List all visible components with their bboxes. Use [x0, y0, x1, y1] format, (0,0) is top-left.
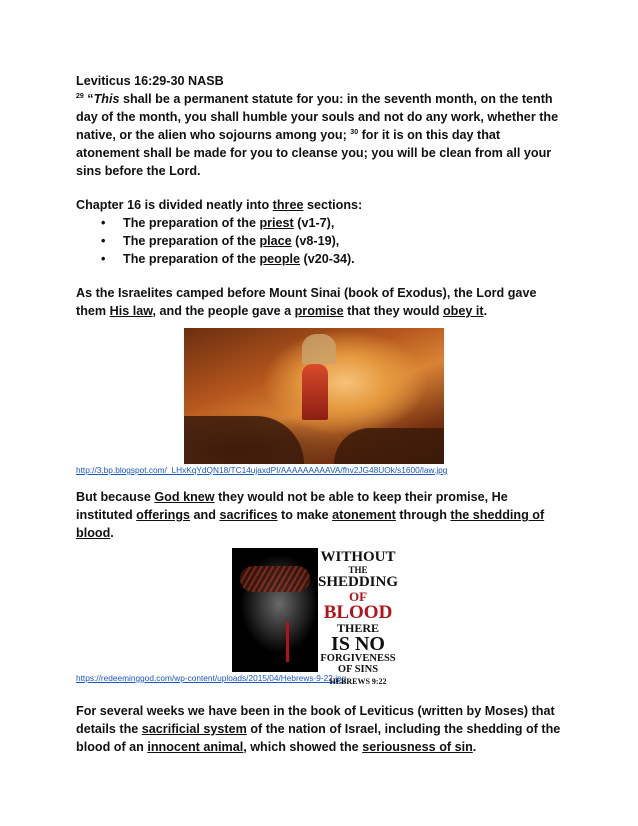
blood-drip-shape [286, 622, 289, 662]
scripture-text: $^{29}$ “This shall be a permanent statute for you: in the seventh month, on the tenth day of the month, you shall humble your souls and not do any work, whether the native, or the alien who sojourns among you; $^{30}$ for it is on this day that atonement shall be made for you to cleanse you; you will be clean from all your sins before the Lord. [76, 92, 559, 178]
source-link-2[interactable]: https://redeeminggod.com/wp-content/uploads/2015/04/Hebrews-9-22.jpg [76, 673, 347, 683]
list-item: • The preparation of the priest (v1-7), [101, 214, 566, 232]
sections-list [76, 214, 566, 268]
paragraph-leviticus: For several weeks we have been in the book of Leviticus (written by Moses) that details the sacrificial system of the nation of Israel, including the shedding of the blood of an innocent animal, which showed the seriousness of sin. [76, 704, 561, 754]
verse-number-29: 29 [76, 92, 84, 100]
chapter-intro: Chapter 16 is divided neatly into three sections: [76, 198, 363, 212]
verse-number-30: 30 [350, 128, 359, 136]
document-page [76, 72, 566, 756]
tablets-shape [302, 334, 336, 364]
list-item: • The preparation of the place (v8-19), [101, 232, 566, 250]
paragraph-sinai: As the Israelites camped before Mount Sinai (book of Exodus), the Lord gave them His law, and the people gave a promise that they would obey it. [76, 286, 537, 318]
list-item: • The preparation of the people (v20-34). [101, 250, 566, 268]
image-text: WITHOUT THE SHEDDING OF BLOOD THERE IS NO FORGIVENESS OF SINS HEBREWS 9:22 [317, 549, 399, 686]
crown-of-thorns-shape [240, 566, 310, 592]
image-caption-1 [76, 464, 566, 476]
scripture-reference: Leviticus 16:29-30 NASB [76, 74, 224, 88]
hebrews-image [232, 548, 404, 686]
italic-word: This [93, 92, 120, 106]
moses-law-image [184, 328, 444, 464]
figure-shape [302, 364, 328, 420]
paragraph-atonement: But because God knew they would not be able to keep their promise, He instituted offerings and sacrifices to make atonement through the shedding of blood. [76, 490, 545, 540]
source-link-1[interactable]: http://3.bp.blogspot.com/_LHxKqYdQN18/TC14ujaxdPI/AAAAAAAAAVA/fhv2JG48UOk/s1600/law.jpg [76, 465, 448, 475]
